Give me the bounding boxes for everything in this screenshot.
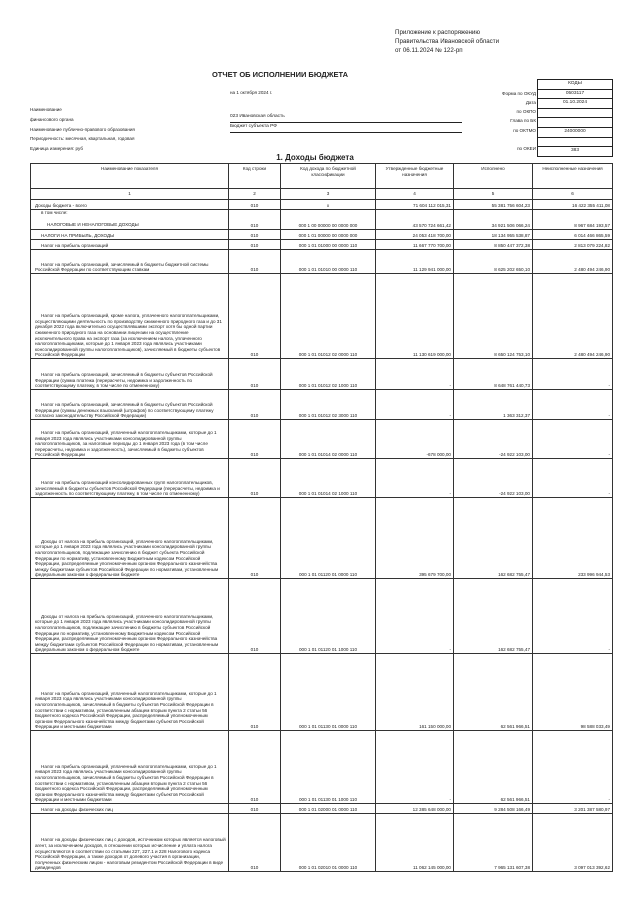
col-number: 6 — [533, 189, 613, 200]
row-name: НАЛОГИ НА ПРИБЫЛЬ, ДОХОДЫ — [31, 230, 229, 240]
row-line-code: 010 — [229, 420, 281, 459]
code-value — [538, 108, 612, 118]
row-name: Налог на прибыль организаций, уплаченный налогоплательщиками, которые до 1 января 2023 года являлись участниками консолидированной группы налогоплательщиков, зачисляемый в бюджеты субъектов Российской Федерации в соответствии с нормативом, установленным абзацем вторым пункта 2 статьи 56 Бюджетного кодекса Российской Федерации, распределяемый уполномоченным органом Федерального казначейства между бюджетами субъектов Российской Федерации и местными бюджетами — [31, 731, 229, 804]
row-unexecuted: - — [533, 579, 613, 654]
row-line-code: 010 — [229, 654, 281, 731]
row-unexecuted: 3 201 387 580,97 — [533, 804, 613, 814]
row-name: Налог на прибыль организаций, зачисляемый в бюджеты субъектов Российской Федерации (сумма платежа (перерасчеты, недоимка и задолженность по соответствующему платежу, в том числе по отмененному) — [31, 359, 229, 390]
row-kbk: 000 1 01 00000 00 0000 000 — [281, 230, 376, 240]
row-line-code: 010 — [229, 250, 281, 274]
row-approved: - — [376, 359, 454, 390]
row-executed: 162 682 755,47 — [454, 579, 533, 654]
row-executed: 8 625 202 650,10 — [454, 250, 533, 274]
row-approved: 11 667 770 700,00 — [376, 240, 454, 250]
row-name: Налог на прибыль организаций, зачисляемый в бюджеты бюджетной системы Российской Федерации по соответствующим ставкам — [31, 250, 229, 274]
table-row — [31, 230, 613, 240]
col-number: 3 — [281, 189, 376, 200]
row-executed: 162 682 755,47 — [454, 498, 533, 579]
row-executed: 34 921 506 066,24 — [454, 210, 533, 230]
row-name: Налог на доходы физических лиц с доходов, источником которых является налоговый агент, за исключением доходов, в отношении которых исчисление и уплата налога осуществляются в соответствии со статьями 227, 227.1 и 228 Налогового кодекса Российской Федерации, а также доходов от долевого участия в организации, полученных физическим лицом - налоговым резидентом Российской Федерации в виде дивидендов — [31, 814, 229, 872]
row-approved: 11 062 145 000,00 — [376, 814, 454, 872]
code-label: по ОКТМО — [513, 128, 536, 133]
label-name: Наименование — [30, 107, 62, 112]
code-label: по ОКПО — [516, 109, 536, 114]
code-value: 0503117 — [538, 89, 612, 99]
col-header-unexecuted: Неисполненные назначения — [533, 164, 613, 189]
appendix-line-1: Приложение к распоряжению — [395, 29, 481, 36]
row-executed: 8 648 761 440,73 — [454, 359, 533, 390]
ppo-value: Бюджет субъекта РФ — [230, 124, 462, 133]
report-title: ОТЧЕТ ОБ ИСПОЛНЕНИИ БЮДЖЕТА — [211, 70, 349, 79]
table-row — [31, 731, 613, 804]
row-kbk: 000 1 01 01120 01 0000 110 — [281, 498, 376, 579]
column-number-row — [31, 189, 613, 200]
row-line-code: 010 — [229, 390, 281, 420]
row-approved: 71 604 112 015,31 — [376, 200, 454, 210]
code-label: по ОКЕИ — [517, 146, 536, 151]
col-header-name: Наименование показателя — [31, 164, 229, 189]
table-row — [31, 274, 613, 359]
row-executed: 55 381 756 604,23 — [454, 200, 533, 210]
row-line-code: 010 — [229, 240, 281, 250]
row-kbk: 000 1 01 01012 02 0000 110 — [281, 274, 376, 359]
row-name-prefix: в том числе: — [41, 210, 68, 215]
row-kbk: 000 1 01 01012 02 3000 110 — [281, 390, 376, 420]
row-executed: 62 561 966,51 — [454, 654, 533, 731]
code-label: Форма по ОКУД — [501, 91, 536, 96]
row-kbk: x — [281, 200, 376, 210]
row-approved: - — [376, 579, 454, 654]
row-kbk: 000 1 01 01120 01 1000 110 — [281, 579, 376, 654]
row-unexecuted: - — [533, 390, 613, 420]
code-value — [538, 137, 612, 147]
col-number: 4 — [376, 189, 454, 200]
table-row — [31, 359, 613, 390]
table-row — [31, 420, 613, 459]
row-name: Налог на прибыль организаций консолидированных групп налогоплательщиков, зачисляемый в бюджеты субъектов Российской Федерации (перерасчеты, недоимка и задолженность по соответствующему платежу, в том числе по отмененному) — [31, 459, 229, 498]
row-line-code: 010 — [229, 498, 281, 579]
row-line-code: 010 — [229, 274, 281, 359]
codes-box — [537, 79, 613, 157]
row-unexecuted: - — [533, 359, 613, 390]
row-unexecuted: - — [533, 731, 613, 804]
row-approved: - — [376, 390, 454, 420]
row-kbk: 000 1 01 01000 00 0000 110 — [281, 240, 376, 250]
table-row — [31, 250, 613, 274]
col-header-approved: Утвержденные бюджетные назначения — [376, 164, 454, 189]
row-kbk: 000 1 01 01012 02 1000 110 — [281, 359, 376, 390]
row-approved: 24 053 418 700,00 — [376, 230, 454, 240]
row-unexecuted: 2 480 494 246,90 — [533, 274, 613, 359]
row-name — [31, 210, 229, 230]
row-kbk: 000 1 01 01130 01 1000 110 — [281, 731, 376, 804]
row-kbk: 000 1 01 01130 01 0000 110 — [281, 654, 376, 731]
row-unexecuted: 3 097 013 392,62 — [533, 814, 613, 872]
row-kbk: 000 1 01 02000 01 0000 110 — [281, 804, 376, 814]
col-number: 2 — [229, 189, 281, 200]
row-executed: -24 922 103,00 — [454, 459, 533, 498]
row-name: Доходы от налога на прибыль организаций, уплаченного налогоплательщиками, которые до 1 января 2023 года являлись участниками консолидированной группы налогоплательщиков, подлежащие зачислению в бюджеты субъектов Российской Федерации по нормативу, установленному Бюджетным кодексом Российской Федерации, распределяемые уполномоченным органом Федерального казначейства между бюджетами субъектов Российской Федерации по нормативам, установленным федеральным законом о федеральном бюджете — [31, 579, 229, 654]
code-value: 01.10.2024 — [538, 98, 612, 108]
row-executed: 1 363 312,37 — [454, 390, 533, 420]
row-approved: -678 000,00 — [376, 420, 454, 459]
row-line-code: 010 — [229, 804, 281, 814]
row-executed: 7 965 131 607,38 — [454, 814, 533, 872]
codes-header: КОДЫ — [568, 81, 582, 86]
table-row — [31, 459, 613, 498]
row-line-code: 010 — [229, 200, 281, 210]
table-row — [31, 390, 613, 420]
row-approved: 395 679 700,00 — [376, 498, 454, 579]
code-value: 24000000 — [538, 127, 612, 137]
row-line-code: 010 — [229, 230, 281, 240]
row-executed: 8 850 447 372,38 — [454, 240, 533, 250]
row-kbk: 000 1 01 01014 02 1000 110 — [281, 459, 376, 498]
col-number: 1 — [31, 189, 229, 200]
row-line-code: 010 — [229, 814, 281, 872]
row-unexecuted: 6 014 466 865,59 — [533, 230, 613, 240]
label-unit: Единица измерения: руб — [30, 146, 83, 151]
row-executed: -24 922 103,00 — [454, 420, 533, 459]
row-line-code: 010 — [229, 359, 281, 390]
row-unexecuted: 16 422 355 411,08 — [533, 200, 613, 210]
row-approved: 12 385 648 000,00 — [376, 804, 454, 814]
row-approved: 11 129 941 000,00 — [376, 250, 454, 274]
col-header-kbk: Код дохода по бюджетной классификации — [281, 164, 376, 189]
table-row — [31, 579, 613, 654]
row-executed: 62 561 966,51 — [454, 731, 533, 804]
row-unexecuted: 8 967 684 193,57 — [533, 210, 613, 230]
code-label: Дата — [525, 100, 536, 105]
col-number: 5 — [454, 189, 533, 200]
row-approved: 161 150 000,00 — [376, 654, 454, 731]
table-row — [31, 814, 613, 872]
row-name-sub: НАЛОГОВЫЕ И НЕНАЛОГОВЫЕ ДОХОДЫ — [47, 221, 139, 227]
code-label: Глава по БК — [510, 118, 536, 123]
table-row — [31, 200, 613, 210]
row-name: Налог на прибыль организаций — [31, 240, 229, 250]
row-name: Доходы бюджета - всего — [31, 200, 229, 210]
row-executed: 9 284 508 166,49 — [454, 804, 533, 814]
col-header-executed: Исполнено — [454, 164, 533, 189]
label-period: Периодичность: месячная, квартальная, годовая — [30, 136, 135, 141]
row-unexecuted: 2 480 494 246,90 — [533, 250, 613, 274]
appendix-line-2: Правительства Ивановской области — [395, 38, 500, 45]
row-approved: - — [376, 731, 454, 804]
row-kbk: 000 1 01 01014 02 0000 110 — [281, 420, 376, 459]
table-row — [31, 210, 613, 230]
table-row — [31, 240, 613, 250]
row-kbk: 000 1 01 01010 00 0000 110 — [281, 250, 376, 274]
row-line-code: 010 — [229, 579, 281, 654]
row-line-code: 010 — [229, 459, 281, 498]
row-name: Налог на прибыль организаций, уплаченный налогоплательщиками, которые до 1 января 2023 года являлись участниками консолидированной группы налогоплательщиков, зачисляемый в бюджеты субъектов Российской Федерации в соответствии с нормативом, установленным абзацем вторым пункта 2 статьи 56 Бюджетного кодекса Российской Федерации, распределяемый уполномоченным органом Федерального казначейства между бюджетами субъектов Российской Федерации и местными бюджетами — [31, 654, 229, 731]
row-approved: - — [376, 459, 454, 498]
row-executed: 8 650 124 753,10 — [454, 274, 533, 359]
appendix-line-3: от 06.11.2024 № 122-рп — [395, 47, 463, 54]
report-date: на 1 октября 2024 г. — [230, 90, 273, 95]
table-row — [31, 654, 613, 731]
row-approved: 11 130 619 000,00 — [376, 274, 454, 359]
label-fin-org: финансового органа — [30, 117, 74, 122]
row-name: Налог на прибыль организаций, зачисляемый в бюджеты субъектов Российской Федерации (суммы денежных взысканий (штрафов) по соответствующему платежу согласно законодательству Российской Федерации) — [31, 390, 229, 420]
row-unexecuted: 98 588 033,49 — [533, 654, 613, 731]
row-unexecuted: 2 813 079 224,82 — [533, 240, 613, 250]
row-kbk: 000 1 01 02010 01 0000 110 — [281, 814, 376, 872]
code-value — [538, 117, 612, 127]
col-header-line-code: Код строки — [229, 164, 281, 189]
row-name: Доходы от налога на прибыль организаций, уплаченного налогоплательщиками, которые до 1 января 2023 года являлись участниками консолидированной группы налогоплательщиков, подлежащие зачислению в бюджет субъекта Российской Федерации по нормативу, установленному Бюджетным кодексом Российской Федерации, распределяемые уполномоченным органом Федерального казначейства между бюджетами субъектов Российской Федерации по нормативам, установленным федеральным законом о федеральном бюджете — [31, 498, 229, 579]
income-table — [30, 163, 613, 872]
row-name: Налог на доходы физических лиц — [31, 804, 229, 814]
table-header-row — [31, 164, 613, 189]
row-approved: 43 570 724 661,42 — [376, 210, 454, 230]
table-row — [31, 804, 613, 814]
fin-org-value: 023 Ивановская область — [230, 114, 462, 123]
row-unexecuted: - — [533, 459, 613, 498]
row-kbk: 000 1 00 00000 00 0000 000 — [281, 210, 376, 230]
row-unexecuted: - — [533, 420, 613, 459]
row-executed: 18 134 955 538,87 — [454, 230, 533, 240]
row-line-code: 010 — [229, 210, 281, 230]
row-name: Налог на прибыль организаций, кроме налога, уплаченного налогоплательщиками, осуществляющими деятельность по производству сжиженного природного газа и до 31 декабря 2022 года включительно осуществлявшими экспорт хотя бы одной партии сжиженного природного газа на основании лицензии на осуществление исключительного права на экспорт газа (за исключением налога, уплаченного налогоплательщиками, которые до 1 января 2023 года являлись участниками консолидированной группы налогоплательщиков), зачисляемый в бюджеты субъектов Российской Федерации — [31, 274, 229, 359]
section-title: 1. Доходы бюджета — [276, 153, 354, 162]
code-value: 383 — [538, 146, 612, 156]
row-name: Налог на прибыль организаций, уплаченный налогоплательщиками, которые до 1 января 2023 года являлись участниками консолидированной группы налогоплательщиков, за налоговые периоды до 1 января 2023 года (в том числе перерасчеты, недоимка и задолженность), зачисляемый в бюджеты субъектов Российской Федерации — [31, 420, 229, 459]
label-ppo: Наименование публично-правового образования — [30, 127, 135, 132]
row-line-code: 010 — [229, 731, 281, 804]
row-unexecuted: 233 996 944,53 — [533, 498, 613, 579]
table-row — [31, 498, 613, 579]
